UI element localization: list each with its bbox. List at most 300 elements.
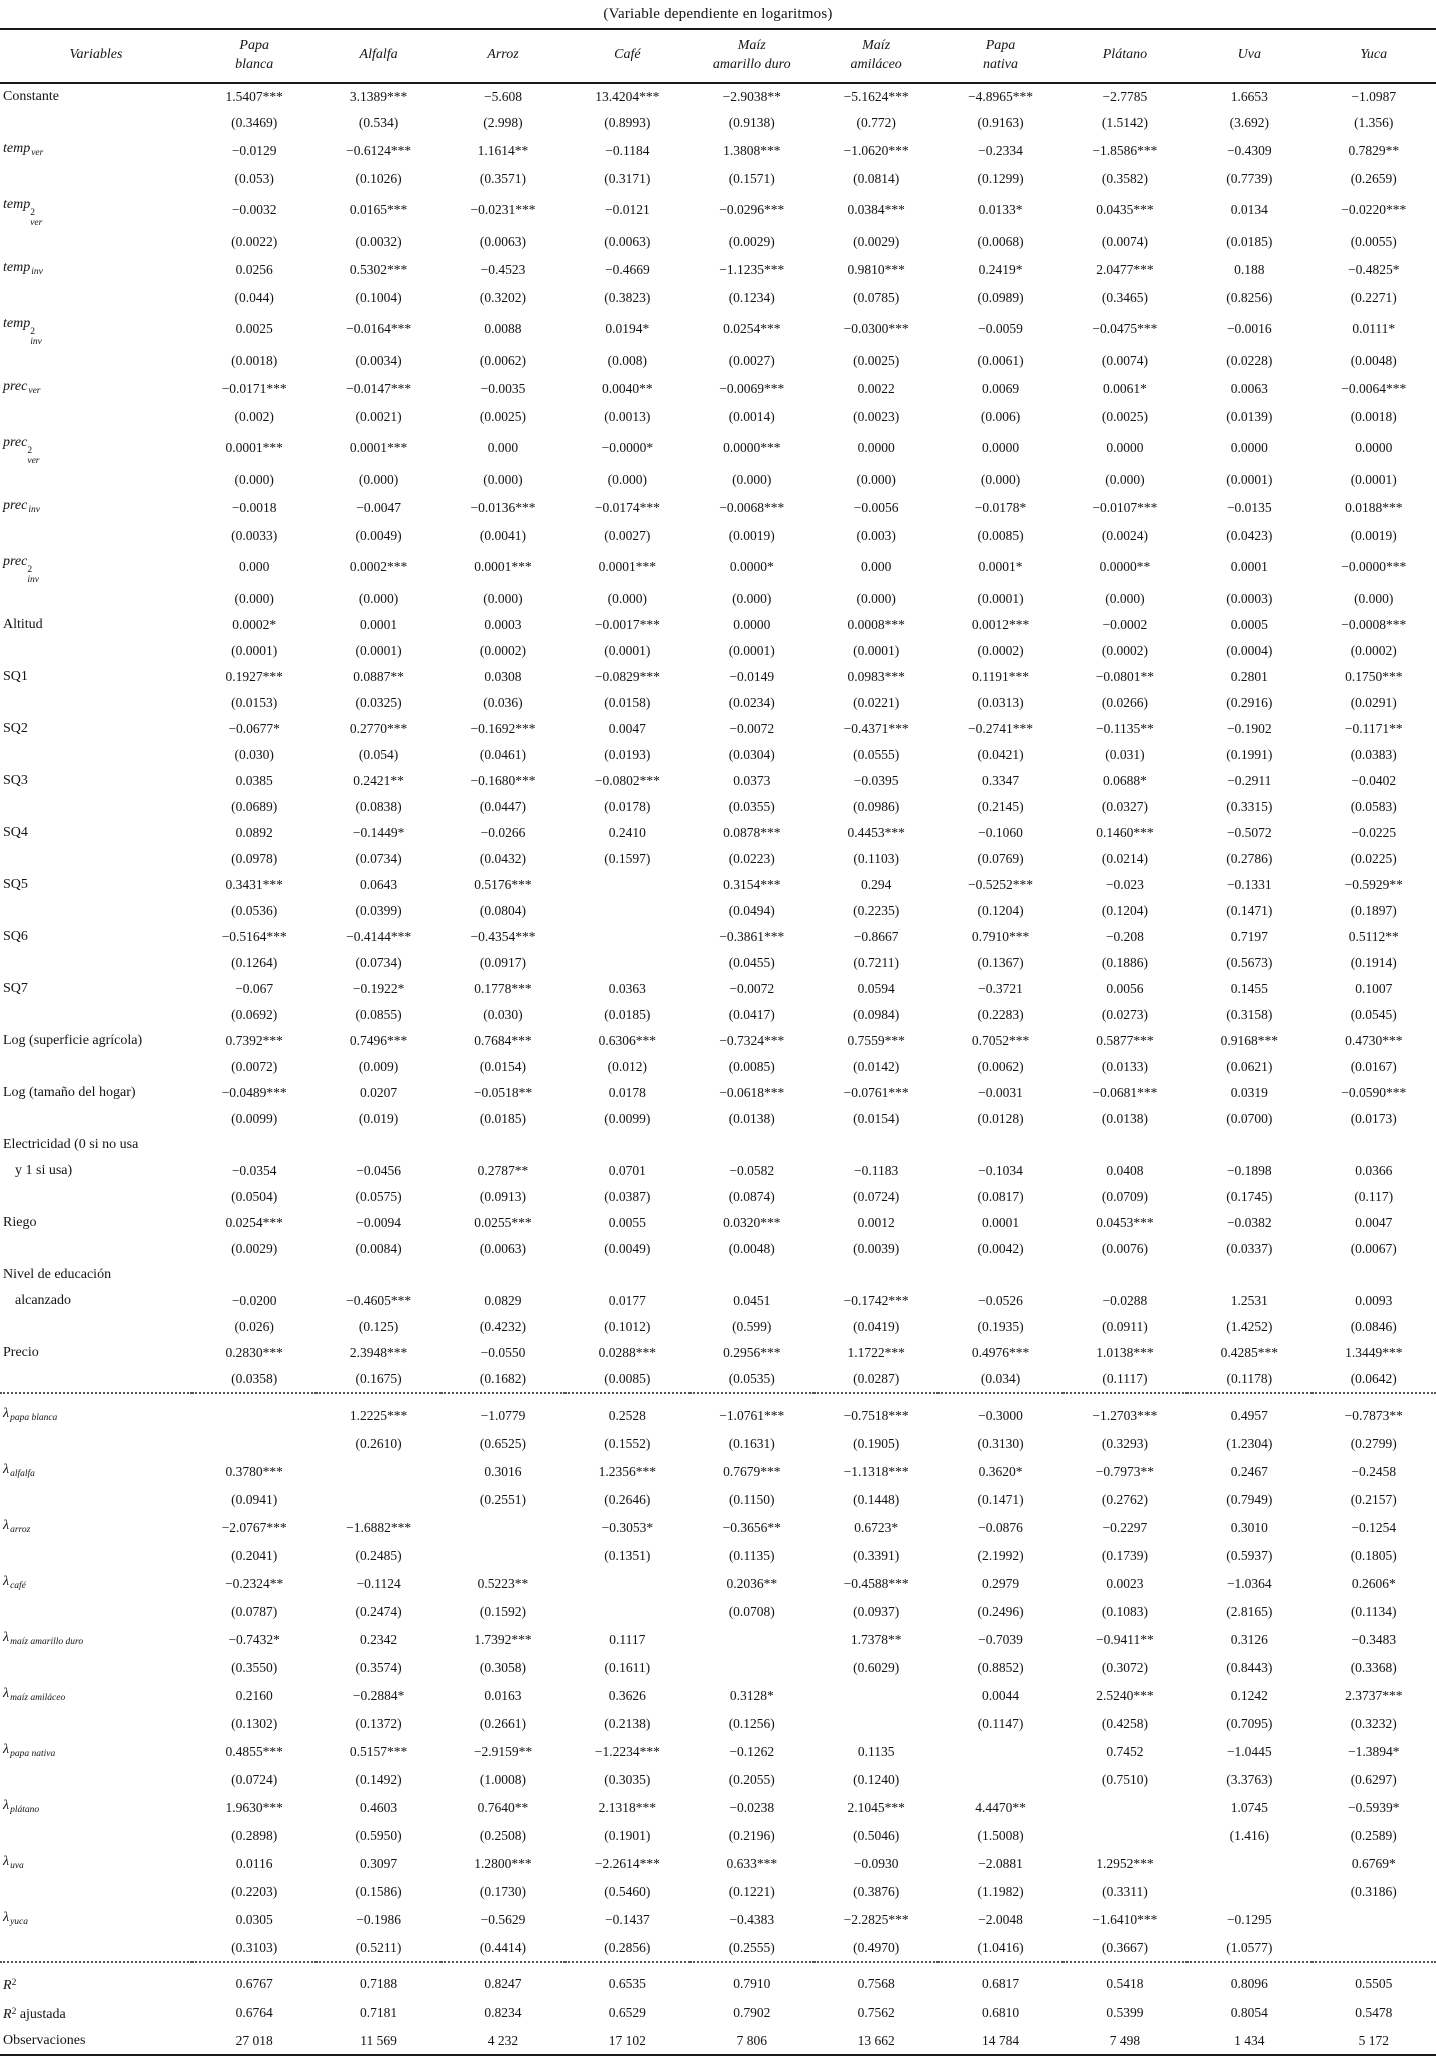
coef-cell: −0.0802*** bbox=[594, 772, 660, 788]
coef-cell: −0.0069*** bbox=[719, 380, 785, 396]
se-cell: (0.0917) bbox=[479, 954, 527, 970]
se-row bbox=[0, 690, 1436, 716]
se-cell: (0.3232) bbox=[1350, 1715, 1397, 1731]
se-cell: (0.3186) bbox=[1350, 1883, 1397, 1899]
coef-cell: −0.8667 bbox=[853, 928, 899, 944]
coef-cell: −0.5164*** bbox=[221, 928, 287, 944]
coef-cell: 0.4285*** bbox=[1220, 1344, 1278, 1360]
coef-cell bbox=[814, 1681, 938, 1711]
se-cell: (0.000) bbox=[856, 590, 896, 606]
se-cell: (0.0986) bbox=[853, 798, 900, 814]
coef-cell: −0.1331 bbox=[1226, 876, 1272, 892]
se-cell: (0.1221) bbox=[728, 1883, 775, 1899]
coef-cell: −0.2324** bbox=[225, 1575, 284, 1591]
row-label: Riego bbox=[3, 1214, 37, 1230]
coef-cell: −0.0489*** bbox=[221, 1084, 287, 1100]
se-cell: (0.0072) bbox=[231, 1058, 278, 1074]
se-cell: (0.000) bbox=[1105, 590, 1145, 606]
se-cell: (0.0225) bbox=[1350, 850, 1397, 866]
empty-cell bbox=[1063, 1132, 1187, 1158]
coef-cell: −0.0231*** bbox=[470, 202, 536, 218]
row-label bbox=[0, 1767, 192, 1793]
coef-cell: 0.5302*** bbox=[349, 261, 408, 277]
se-cell: (0.031) bbox=[1105, 746, 1145, 762]
se-cell: (0.0855) bbox=[355, 1006, 402, 1022]
se-cell: (0.2271) bbox=[1350, 289, 1397, 305]
se-cell: (0.0709) bbox=[1101, 1188, 1148, 1204]
se-cell: (0.2551) bbox=[479, 1491, 527, 1507]
coef-cell: 0.2036** bbox=[726, 1575, 778, 1591]
se-row bbox=[0, 523, 1436, 549]
se-cell: (0.0034) bbox=[355, 352, 402, 368]
se-cell: (0.0002) bbox=[977, 642, 1024, 658]
coef-cell: 0.2979 bbox=[981, 1575, 1020, 1591]
coef-cell: −0.0129 bbox=[231, 142, 277, 158]
coef-cell: 0.0002*** bbox=[349, 559, 408, 575]
coef-cell: −0.0266 bbox=[480, 824, 526, 840]
variable-symbol: prec bbox=[3, 378, 28, 394]
coef-cell: 0.0177 bbox=[608, 1292, 646, 1308]
se-cell: (0.0041) bbox=[479, 527, 527, 543]
row-label: $\lambda_{yuca}$ bbox=[3, 1909, 29, 1927]
se-cell: (0.000) bbox=[980, 471, 1021, 487]
se-cell: (0.0432) bbox=[479, 850, 527, 866]
se-row bbox=[0, 285, 1436, 311]
se-cell bbox=[316, 1487, 440, 1513]
se-cell: (0.0153) bbox=[231, 694, 278, 710]
coef-cell: −0.0395 bbox=[853, 772, 899, 788]
empty-cell bbox=[690, 1262, 814, 1288]
coef-cell: −2.2825*** bbox=[843, 1911, 909, 1927]
coef-cell: 0.6769* bbox=[1351, 1855, 1396, 1871]
row-label bbox=[0, 1002, 192, 1028]
coef-row bbox=[0, 716, 1436, 742]
se-cell: (0.0021) bbox=[355, 408, 402, 424]
variable-symbol: temp bbox=[3, 196, 31, 212]
se-cell: (0.5046) bbox=[853, 1827, 900, 1843]
coef-cell: 0.0003 bbox=[484, 616, 522, 632]
coef-cell: −0.1295 bbox=[1226, 1911, 1272, 1927]
coef-cell: −0.0149 bbox=[729, 668, 775, 684]
coef-row bbox=[0, 192, 1436, 229]
stat-cell: 0.7562 bbox=[857, 2005, 895, 2021]
se-cell: (0.1448) bbox=[853, 1491, 900, 1507]
coef-cell: 0.4453*** bbox=[847, 824, 905, 840]
coef-cell: 0.0178 bbox=[608, 1084, 646, 1100]
coef-cell: 1.9630*** bbox=[225, 1799, 283, 1815]
table-header bbox=[0, 29, 1436, 83]
coef-cell: 0.5176*** bbox=[474, 876, 532, 892]
coef-cell: −0.0761*** bbox=[843, 1084, 909, 1100]
se-cell: (0.0063) bbox=[479, 233, 527, 249]
coef-cell: −0.4371*** bbox=[843, 720, 909, 736]
se-cell: (0.5673) bbox=[1226, 954, 1273, 970]
se-cell: (0.1117) bbox=[1102, 1370, 1148, 1386]
se-cell: (0.2786) bbox=[1226, 850, 1273, 866]
empty-cell bbox=[938, 1132, 1062, 1158]
se-cell bbox=[1063, 1823, 1187, 1849]
empty-cell bbox=[938, 1262, 1062, 1288]
row-label bbox=[0, 229, 192, 255]
coef-cell: −0.1135** bbox=[1096, 720, 1154, 736]
se-cell: (0.6297) bbox=[1350, 1771, 1397, 1787]
stat-cell: 14 784 bbox=[938, 2028, 1062, 2055]
coef-cell bbox=[1312, 1905, 1436, 1935]
se-cell: (0.0692) bbox=[231, 1006, 278, 1022]
se-cell: (0.0913) bbox=[479, 1188, 527, 1204]
row-label: SQ6 bbox=[3, 928, 28, 944]
coef-cell: −0.7873** bbox=[1344, 1407, 1403, 1423]
coef-cell bbox=[690, 1625, 814, 1655]
se-cell: (0.1178) bbox=[1226, 1370, 1273, 1386]
se-cell: (0.1240) bbox=[853, 1771, 900, 1787]
row-label: temp 2 inv bbox=[3, 315, 42, 347]
se-cell: (0.1631) bbox=[728, 1435, 775, 1451]
coef-cell: −0.1437 bbox=[604, 1911, 650, 1927]
se-cell: (0.0223) bbox=[728, 850, 775, 866]
se-cell: (0.0085) bbox=[977, 527, 1024, 543]
se-cell: (0.1905) bbox=[853, 1435, 900, 1451]
coef-cell: −0.0296*** bbox=[719, 202, 785, 218]
se-cell: (0.3368) bbox=[1350, 1659, 1397, 1675]
variable-symbol: temp bbox=[3, 140, 31, 156]
se-cell: (0.1103) bbox=[853, 850, 899, 866]
row-label: $\lambda_{papa blanca}$ bbox=[3, 1405, 58, 1423]
coef-cell: −0.1124 bbox=[356, 1575, 401, 1591]
se-cell: (2.998) bbox=[483, 114, 523, 130]
se-cell: (0.1012) bbox=[604, 1318, 651, 1334]
se-cell: (0.0139) bbox=[1226, 408, 1273, 424]
coef-cell: 1.2225*** bbox=[349, 1407, 408, 1423]
coef-cell: 2.0477*** bbox=[1096, 261, 1154, 277]
se-cell bbox=[690, 1655, 814, 1681]
se-cell: (0.1597) bbox=[604, 850, 651, 866]
se-cell: (0.030) bbox=[483, 1006, 523, 1022]
coef-cell: 0.3010 bbox=[1230, 1519, 1268, 1535]
coef-cell bbox=[316, 1457, 440, 1487]
coef-cell: −0.3861*** bbox=[719, 928, 785, 944]
se-cell: (0.0022) bbox=[231, 233, 278, 249]
se-cell: (0.0461) bbox=[479, 746, 527, 762]
coef-cell: −0.0681*** bbox=[1092, 1084, 1158, 1100]
row-label bbox=[0, 1935, 192, 1962]
coef-cell: 0.4976*** bbox=[971, 1344, 1030, 1360]
coef-cell: 0.0044 bbox=[981, 1687, 1020, 1703]
coef-cell: 0.0000 bbox=[733, 616, 771, 632]
se-cell: (0.0099) bbox=[604, 1110, 651, 1126]
se-cell: (0.599) bbox=[732, 1318, 772, 1334]
se-row bbox=[0, 1314, 1436, 1340]
coef-cell: −0.2334 bbox=[978, 142, 1023, 158]
coef-row bbox=[0, 1080, 1436, 1106]
coef-cell: −0.0829*** bbox=[594, 668, 660, 684]
coef-cell: 0.0088 bbox=[484, 321, 522, 337]
coef-cell: −1.6410*** bbox=[1092, 1911, 1158, 1927]
coef-cell: −0.0147*** bbox=[346, 380, 412, 396]
coef-cell: −0.0288 bbox=[1102, 1292, 1148, 1308]
se-cell: (0.0455) bbox=[728, 954, 775, 970]
variable-symbol: R bbox=[3, 2006, 12, 2022]
coef-cell: 0.294 bbox=[860, 876, 892, 892]
row-label bbox=[0, 1599, 192, 1625]
se-cell: (0.2799) bbox=[1350, 1435, 1397, 1451]
coef-cell: −0.0582 bbox=[729, 1162, 775, 1178]
coef-cell: 0.0435*** bbox=[1096, 202, 1154, 218]
se-cell: (0.019) bbox=[358, 1110, 399, 1126]
coef-cell: −0.4605*** bbox=[346, 1292, 412, 1308]
se-cell bbox=[441, 1543, 565, 1569]
coef-cell: −0.1922* bbox=[352, 980, 405, 996]
variable-symbol: λ bbox=[3, 1741, 10, 1757]
se-cell: (0.0304) bbox=[728, 746, 775, 762]
se-row bbox=[0, 1767, 1436, 1793]
coef-cell bbox=[565, 872, 689, 898]
coef-row bbox=[0, 1905, 1436, 1935]
coef-cell: −0.1060 bbox=[978, 824, 1023, 840]
variable-symbol: λ bbox=[3, 1909, 10, 1925]
se-cell: (0.000) bbox=[607, 590, 648, 606]
se-cell: (0.5211) bbox=[355, 1939, 402, 1955]
coef-cell: 0.000 bbox=[487, 440, 519, 456]
row-label: SQ2 bbox=[3, 720, 28, 736]
coef-cell: 0.1455 bbox=[1230, 980, 1268, 996]
coef-cell: 0.0001*** bbox=[598, 559, 657, 575]
coef-cell: 0.0047 bbox=[608, 720, 646, 736]
coef-cell: 0.3620* bbox=[978, 1463, 1023, 1479]
stat-cell: 27 018 bbox=[192, 2028, 316, 2055]
se-cell: (0.0029) bbox=[728, 233, 775, 249]
label-row bbox=[0, 1262, 1436, 1288]
coef-cell: 0.7452 bbox=[1106, 1743, 1144, 1759]
coef-cell: −0.0475*** bbox=[1092, 321, 1158, 337]
se-cell: (1.0416) bbox=[977, 1939, 1024, 1955]
se-cell: (0.1026) bbox=[355, 170, 402, 186]
coef-cell: −1.2234*** bbox=[594, 1743, 660, 1759]
se-cell: (0.0387) bbox=[604, 1188, 651, 1204]
se-cell: (0.0068) bbox=[977, 233, 1024, 249]
coef-row bbox=[0, 430, 1436, 467]
se-cell: (0.0001) bbox=[1350, 471, 1397, 487]
se-cell: (0.2203) bbox=[231, 1883, 278, 1899]
se-cell: (0.0055) bbox=[1350, 233, 1397, 249]
coef-row bbox=[0, 924, 1436, 950]
coef-cell: −0.4144*** bbox=[346, 928, 412, 944]
column-header: Papa blanca bbox=[192, 29, 316, 83]
stat-cell: 4 232 bbox=[441, 2028, 565, 2055]
se-cell: (0.3574) bbox=[355, 1659, 402, 1675]
se-cell: (0.1150) bbox=[728, 1491, 775, 1507]
se-cell: (0.1739) bbox=[1101, 1547, 1148, 1563]
coef-cell: −1.8586*** bbox=[1092, 142, 1158, 158]
se-cell: (0.0001) bbox=[355, 642, 402, 658]
coef-cell: 0.0366 bbox=[1355, 1162, 1393, 1178]
se-cell: (0.0032) bbox=[355, 233, 402, 249]
se-cell: (0.0076) bbox=[1101, 1240, 1148, 1256]
empty-cell bbox=[316, 1262, 440, 1288]
se-cell: (0.0042) bbox=[977, 1240, 1024, 1256]
empty-cell bbox=[1312, 1262, 1436, 1288]
coef-cell: −0.0056 bbox=[853, 499, 899, 515]
row-label bbox=[0, 1823, 192, 1849]
se-cell: (0.0002) bbox=[1350, 642, 1397, 658]
se-cell: (0.0001) bbox=[1226, 471, 1273, 487]
se-cell: (0.0062) bbox=[977, 1058, 1024, 1074]
coef-cell: −0.4309 bbox=[1226, 142, 1272, 158]
se-cell: (0.0989) bbox=[977, 289, 1024, 305]
coef-cell: −0.0000* bbox=[601, 440, 654, 456]
coef-row bbox=[0, 1681, 1436, 1711]
coef-cell: 2.1045*** bbox=[847, 1799, 905, 1815]
variable-symbol: λ bbox=[3, 1517, 10, 1533]
variable-symbol: λ bbox=[3, 1461, 10, 1477]
coef-cell: −0.4669 bbox=[604, 261, 650, 277]
coef-cell: 0.0012 bbox=[857, 1214, 895, 1230]
se-cell: (0.0167) bbox=[1350, 1058, 1397, 1074]
coef-cell: −0.0618*** bbox=[719, 1084, 785, 1100]
coef-row bbox=[0, 1513, 1436, 1543]
coef-cell: 0.2787** bbox=[477, 1162, 529, 1178]
se-cell: (0.0846) bbox=[1350, 1318, 1397, 1334]
coef-cell: 0.1117 bbox=[609, 1631, 646, 1647]
se-cell: (0.053) bbox=[234, 170, 274, 186]
coef-cell: −0.0200 bbox=[231, 1292, 277, 1308]
coef-cell: 0.2606* bbox=[1351, 1575, 1396, 1591]
se-cell: (0.0185) bbox=[1226, 233, 1273, 249]
empty-cell bbox=[814, 1262, 938, 1288]
se-cell: (0.0724) bbox=[853, 1188, 900, 1204]
se-row bbox=[0, 1431, 1436, 1457]
se-cell: (0.2196) bbox=[728, 1827, 775, 1843]
variable-symbol: λ bbox=[3, 1405, 10, 1421]
stat-cell: 0.6529 bbox=[608, 2005, 646, 2021]
label-row bbox=[0, 1132, 1436, 1158]
empty-cell bbox=[441, 1132, 565, 1158]
coef-cell: 0.4603 bbox=[360, 1799, 398, 1815]
row-label bbox=[0, 1314, 192, 1340]
coef-cell bbox=[565, 924, 689, 950]
se-cell: (0.0019) bbox=[728, 527, 775, 543]
coef-cell: 0.6306*** bbox=[598, 1032, 657, 1048]
coef-cell: −0.0018 bbox=[231, 499, 277, 515]
se-cell: (0.002) bbox=[234, 408, 274, 424]
stat-cell: 11 569 bbox=[316, 2028, 440, 2055]
row-label bbox=[0, 846, 192, 872]
se-cell: (0.1147) bbox=[977, 1715, 1024, 1731]
coef-cell: −0.0107*** bbox=[1092, 499, 1158, 515]
se-row bbox=[0, 1002, 1436, 1028]
coef-cell bbox=[565, 1569, 689, 1599]
row-label: $\lambda_{maíz amiláceo}$ bbox=[3, 1685, 66, 1703]
coef-cell: 0.0373 bbox=[733, 772, 771, 788]
coef-cell: 0.9810*** bbox=[847, 261, 905, 277]
se-cell: (0.1682) bbox=[479, 1370, 527, 1386]
se-cell: (0.2508) bbox=[479, 1827, 527, 1843]
row-label: $\lambda_{maíz amarillo duro}$ bbox=[3, 1629, 84, 1647]
coef-cell: −1.0364 bbox=[1226, 1575, 1272, 1591]
coef-cell: 0.7640** bbox=[477, 1799, 529, 1815]
coef-cell: −0.0801** bbox=[1095, 668, 1155, 684]
coef-cell: 2.3737*** bbox=[1345, 1687, 1403, 1703]
coef-row bbox=[0, 374, 1436, 404]
se-cell: (0.4232) bbox=[479, 1318, 527, 1334]
se-cell: (0.1914) bbox=[1350, 954, 1397, 970]
coef-row bbox=[0, 612, 1436, 638]
row-label: $\lambda_{papa nativa}$ bbox=[3, 1741, 56, 1759]
se-cell: (0.0027) bbox=[604, 527, 651, 543]
coef-row bbox=[0, 1625, 1436, 1655]
se-cell: (0.1256) bbox=[728, 1715, 775, 1731]
coef-cell: −1.1318*** bbox=[843, 1463, 909, 1479]
row-label bbox=[0, 1543, 192, 1569]
se-cell bbox=[814, 1711, 938, 1737]
se-cell: (0.2916) bbox=[1226, 694, 1273, 710]
se-cell: (0.0266) bbox=[1101, 694, 1148, 710]
stat-cell: 0.6817 bbox=[981, 1976, 1020, 1992]
row-label bbox=[0, 166, 192, 192]
se-row bbox=[0, 1543, 1436, 1569]
se-cell: (0.0063) bbox=[604, 233, 651, 249]
coef-cell: 0.7392*** bbox=[225, 1032, 283, 1048]
se-cell: (0.0099) bbox=[231, 1110, 278, 1126]
coef-cell: 0.0000*** bbox=[723, 440, 781, 456]
se-cell: (0.000) bbox=[483, 590, 523, 606]
se-cell: (0.3465) bbox=[1101, 289, 1148, 305]
stat-cell: 0.5478 bbox=[1355, 2005, 1393, 2021]
column-header: Maíz amarillo duro bbox=[690, 29, 814, 83]
se-cell: (0.0025) bbox=[853, 352, 900, 368]
stat-cell: 7 806 bbox=[690, 2028, 814, 2055]
coef-cell: −0.1449* bbox=[352, 824, 405, 840]
coef-cell: 0.4730*** bbox=[1345, 1032, 1403, 1048]
se-cell: (0.6029) bbox=[853, 1659, 900, 1675]
se-cell: (0.3823) bbox=[604, 289, 651, 305]
se-cell: (0.0494) bbox=[728, 902, 775, 918]
coef-cell: −0.0002 bbox=[1102, 616, 1148, 632]
coef-cell: 0.0308 bbox=[484, 668, 522, 684]
coef-cell: 0.0056 bbox=[1106, 980, 1144, 996]
se-cell: (0.2555) bbox=[728, 1939, 775, 1955]
se-cell: (0.0019) bbox=[1350, 527, 1397, 543]
se-row bbox=[0, 1599, 1436, 1625]
row-label bbox=[0, 467, 192, 493]
se-cell: (0.036) bbox=[483, 694, 523, 710]
se-cell: (0.0085) bbox=[604, 1370, 651, 1386]
row-label bbox=[0, 1236, 192, 1262]
coef-row bbox=[0, 311, 1436, 348]
se-cell: (0.2157) bbox=[1350, 1491, 1397, 1507]
se-cell: (0.000) bbox=[234, 590, 274, 606]
coef-cell: −0.1183 bbox=[854, 1162, 899, 1178]
empty-cell bbox=[1187, 1262, 1311, 1288]
stat-cell: 0.6764 bbox=[235, 2005, 273, 2021]
coef-cell: 0.1927*** bbox=[225, 668, 283, 684]
coef-cell: 0.0047 bbox=[1355, 1214, 1393, 1230]
coef-cell: −0.0174*** bbox=[594, 499, 660, 515]
se-cell: (0.0033) bbox=[231, 527, 278, 543]
row-label bbox=[0, 690, 192, 716]
coef-cell: −0.1898 bbox=[1226, 1162, 1272, 1178]
row-label bbox=[0, 1431, 192, 1457]
se-cell: (0.9138) bbox=[728, 114, 775, 130]
coef-cell: 0.0005 bbox=[1230, 616, 1268, 632]
column-header: Uva bbox=[1187, 29, 1311, 83]
se-cell: (0.1991) bbox=[1226, 746, 1273, 762]
se-cell: (3.3763) bbox=[1226, 1771, 1273, 1787]
se-cell: (0.0004) bbox=[1226, 642, 1273, 658]
coef-cell: 1.2952*** bbox=[1096, 1855, 1154, 1871]
se-cell: (0.0804) bbox=[479, 902, 527, 918]
coef-cell: 1.0745 bbox=[1230, 1799, 1268, 1815]
